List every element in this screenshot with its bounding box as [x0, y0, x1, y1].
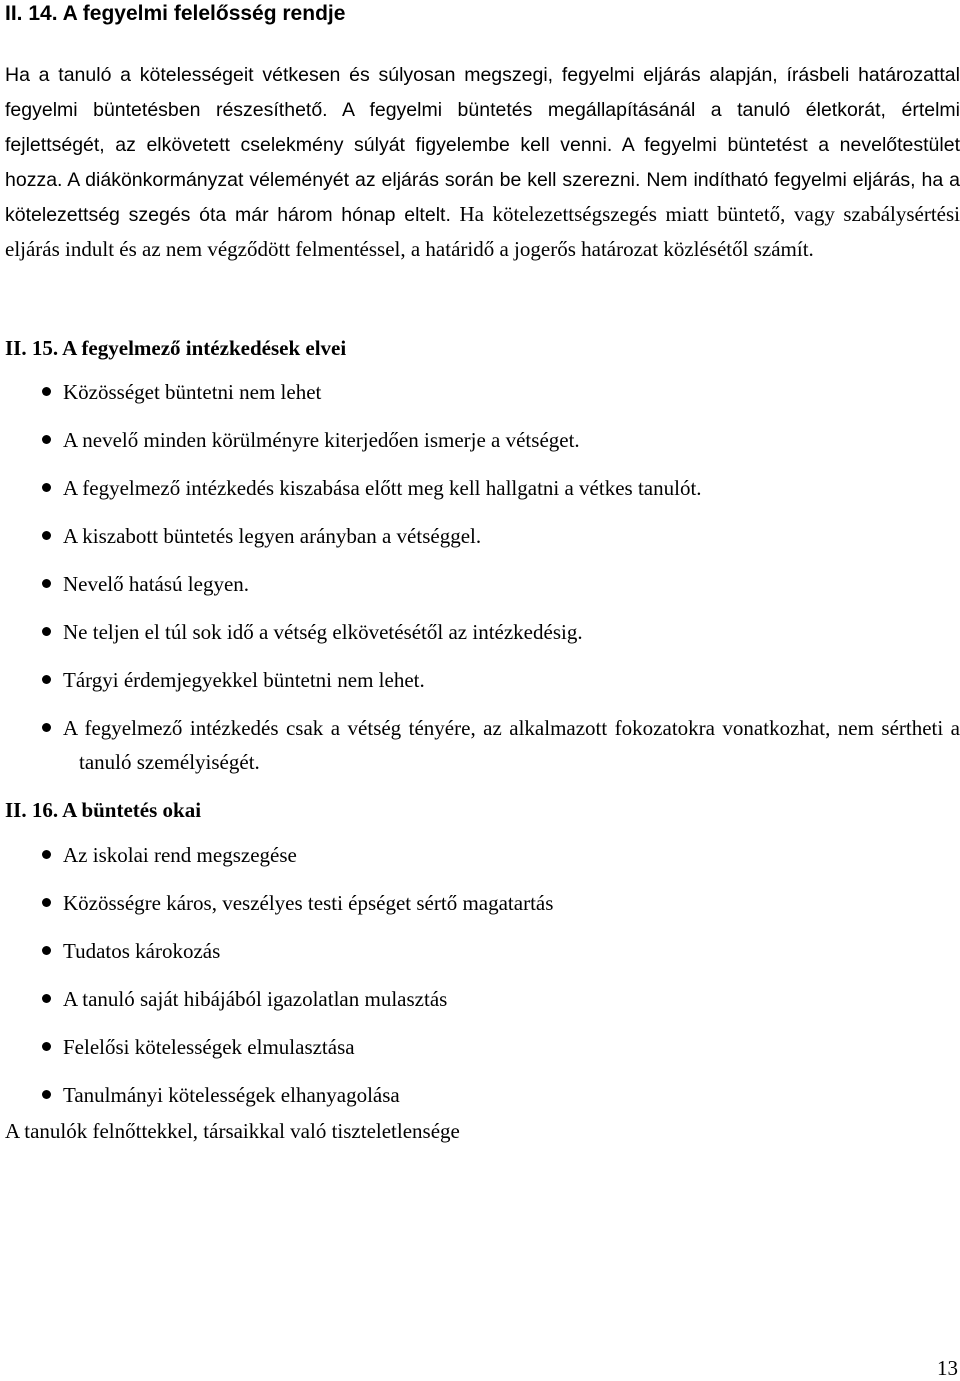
bullet-icon	[42, 675, 51, 684]
list-item: A kiszabott büntetés legyen arányban a vétséggel.	[5, 519, 960, 553]
bullet-icon	[42, 483, 51, 492]
bullet-icon	[42, 898, 51, 907]
list-item: A fegyelmező intézkedés kiszabása előtt meg kell hallgatni a vétkes tanulót.	[5, 471, 960, 505]
list-item: A fegyelmező intézkedés csak a vétség tényére, az alkalmazott fokozatokra vonatkozhat, nem sértheti a tanuló személyiségét.	[5, 711, 960, 779]
list-item: A tanuló saját hibájából igazolatlan mulasztás	[5, 982, 960, 1016]
section-15-title: II. 15. A fegyelmező intézkedések elvei	[5, 336, 347, 360]
list-item: Az iskolai rend megszegése	[5, 838, 960, 872]
list-item: Ne teljen el túl sok idő a vétség elkövetésétől az intézkedésig.	[5, 615, 960, 649]
list-item: Közösségre káros, veszélyes testi épséget sértő magatartás	[5, 886, 960, 920]
list-item: Tárgyi érdemjegyekkel büntetni nem lehet.	[5, 663, 960, 697]
list-item: Felelősi kötelességek elmulasztása	[5, 1030, 960, 1064]
section-16-title: II. 16. A büntetés okai	[5, 798, 202, 822]
list-item: Közösséget büntetni nem lehet	[5, 375, 960, 409]
bullet-icon	[42, 435, 51, 444]
bullet-icon	[42, 946, 51, 955]
bullet-icon	[42, 723, 51, 732]
section-14-title: II. 14. A fegyelmi felelősség rendje	[5, 2, 346, 25]
section-14-text-2: A fegyelmi büntetés megállapításánál a tanuló életkorát, értelmi fejlettségét, az elkövetett cselekmény súlyát figyelembe kell venni. A fegyelmi büntetést a nevelőtestület hozza. A diákönkormányzat véleményét az eljárás során be kell szerezni. Nem indítható fegyelmi eljárás, ha a kötelezettség szegés óta már három hónap eltelt.	[5, 99, 960, 226]
section-16-list	[5, 838, 960, 1112]
list-item: Tanulmányi kötelességek elhanyagolása	[5, 1078, 960, 1112]
bullet-icon	[42, 994, 51, 1003]
bullet-icon	[42, 627, 51, 636]
list-item: A nevelő minden körülményre kiterjedően ismerje a vétséget.	[5, 423, 960, 457]
list-item: Tudatos károkozás	[5, 934, 960, 968]
bullet-icon	[42, 531, 51, 540]
section-14-text-3: Ha kötelezettségszegés miatt büntető, vagy szabálysértési eljárás indult és az nem végződött felmentéssel, a határidő a jogerős határozat közlésétől számít.	[5, 202, 960, 261]
section-15-list	[5, 375, 960, 779]
list-item: Nevelő hatású legyen.	[5, 567, 960, 601]
bullet-icon	[42, 387, 51, 396]
bullet-icon	[42, 579, 51, 588]
bullet-icon	[42, 1042, 51, 1051]
trailing-line: A tanulók felnőttekkel, társaikkal való tiszteletlensége	[5, 1119, 460, 1143]
bullet-icon	[42, 1090, 51, 1099]
section-14-paragraph	[5, 57, 960, 266]
bullet-icon	[42, 850, 51, 859]
section-14-text-1: Ha a tanuló a kötelességeit vétkesen és súlyosan megszegi, fegyelmi eljárás alapján, írásbeli határozattal fegyelmi büntetésben részesíthető.	[5, 64, 960, 121]
page-number: 13	[937, 1356, 958, 1380]
